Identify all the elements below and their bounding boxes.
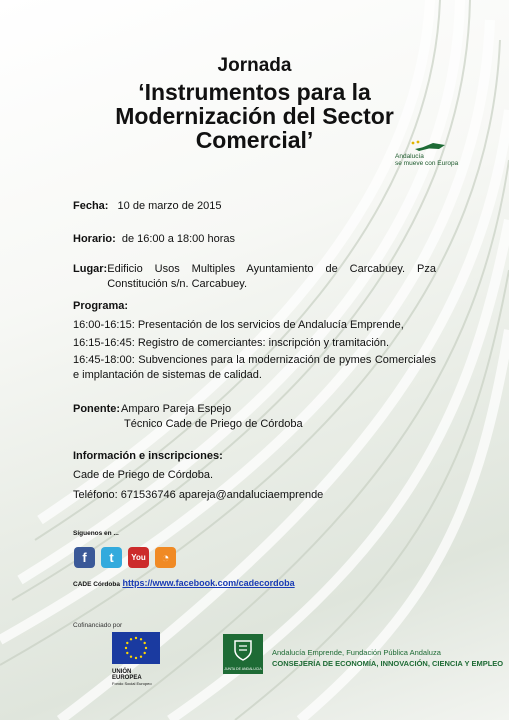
- ponente-role: Técnico Cade de Priego de Córdoba: [124, 418, 303, 430]
- lugar-line-1: Edificio Usos Multiples Ayuntamiento de Carcabuey. Pza: [107, 263, 436, 275]
- programa-item-3: 16:45-18:00: Subvenciones para la modernización de pymes Comerciales e implantación de sistemas de calidad.: [73, 354, 436, 381]
- eu-logo-line1: UNIÓN EUROPEA: [112, 669, 142, 681]
- eu-flag-icon: [112, 632, 160, 664]
- fecha-value: 10 de marzo de 2015: [117, 200, 222, 212]
- social-icons: [74, 547, 176, 568]
- twitter-icon[interactable]: t: [101, 547, 122, 568]
- cade-row: [73, 576, 436, 592]
- lugar-value: [107, 262, 436, 292]
- lugar-label: Lugar:: [73, 263, 108, 275]
- junta-text-line1: Andalucía Emprende, Fundación Pública Andaluza: [272, 648, 441, 657]
- ponente-details: [121, 402, 303, 432]
- andalucia-logo-icon: [409, 139, 449, 153]
- junta-seal-text: JUNTA DE ANDALUCIA: [224, 667, 262, 671]
- cade-label: CADE Córdoba: [73, 581, 120, 588]
- horario-value: de 16:00 a 18:00 horas: [121, 233, 235, 245]
- title-line-1: ‘Instrumentos para la: [138, 79, 371, 105]
- programa-label: Programa:: [73, 300, 129, 312]
- lugar-row: [73, 262, 436, 292]
- programa-item-2: 16:15-16:45: Registro de comerciantes: inscripción y tramitación.: [73, 337, 390, 349]
- andalucia-europa-logo: [395, 139, 465, 167]
- info-label: Información e inscripciones:: [73, 450, 223, 462]
- andalucia-logo-line1: Andalucía: [395, 153, 424, 160]
- rss-icon[interactable]: ◔: [155, 547, 176, 568]
- junta-shield-icon: [231, 638, 255, 662]
- ponente-name: Amparo Pareja Espejo: [121, 403, 232, 415]
- junta-seal: [223, 634, 263, 674]
- eu-logo-line2: Fondo Social Europeo: [112, 681, 152, 686]
- ponente-label: Ponente:: [73, 403, 121, 415]
- cade-facebook-link[interactable]: https://www.facebook.com/cadecordoba: [122, 578, 295, 588]
- eu-logo: [112, 632, 162, 686]
- youtube-icon[interactable]: You: [128, 547, 149, 568]
- fecha-label: Fecha:: [73, 200, 109, 212]
- cofinanciado-label: Cofinanciado por: [73, 622, 123, 629]
- horario-label: Horario:: [73, 233, 116, 245]
- andalucia-logo-line2: se mueve con Europa: [395, 160, 459, 167]
- title-line-3: Comercial’: [195, 127, 314, 153]
- programa-item-1: 16:00-16:15: Presentación de los servicios de Andalucía Emprende,: [73, 319, 404, 331]
- ponente-row: [73, 402, 436, 432]
- jornada-label: Jornada: [217, 55, 292, 76]
- lugar-line-2: Constitución s/n. Carcabuey.: [107, 278, 248, 290]
- junta-text-line2: CONSEJERÍA DE ECONOMÍA, INNOVACIÓN, CIENCIA Y EMPLEO: [272, 659, 504, 668]
- facebook-icon[interactable]: f: [74, 547, 95, 568]
- fecha-row: [73, 199, 436, 214]
- title-line-2: Modernización del Sector: [115, 103, 394, 129]
- info-line-1: Cade de Priego de Córdoba.: [73, 469, 214, 481]
- siguenos-label: Síguenos en ...: [73, 530, 119, 537]
- info-line-2: Teléfono: 671536746 apareja@andaluciaemprende: [73, 489, 324, 501]
- horario-row: [73, 232, 436, 247]
